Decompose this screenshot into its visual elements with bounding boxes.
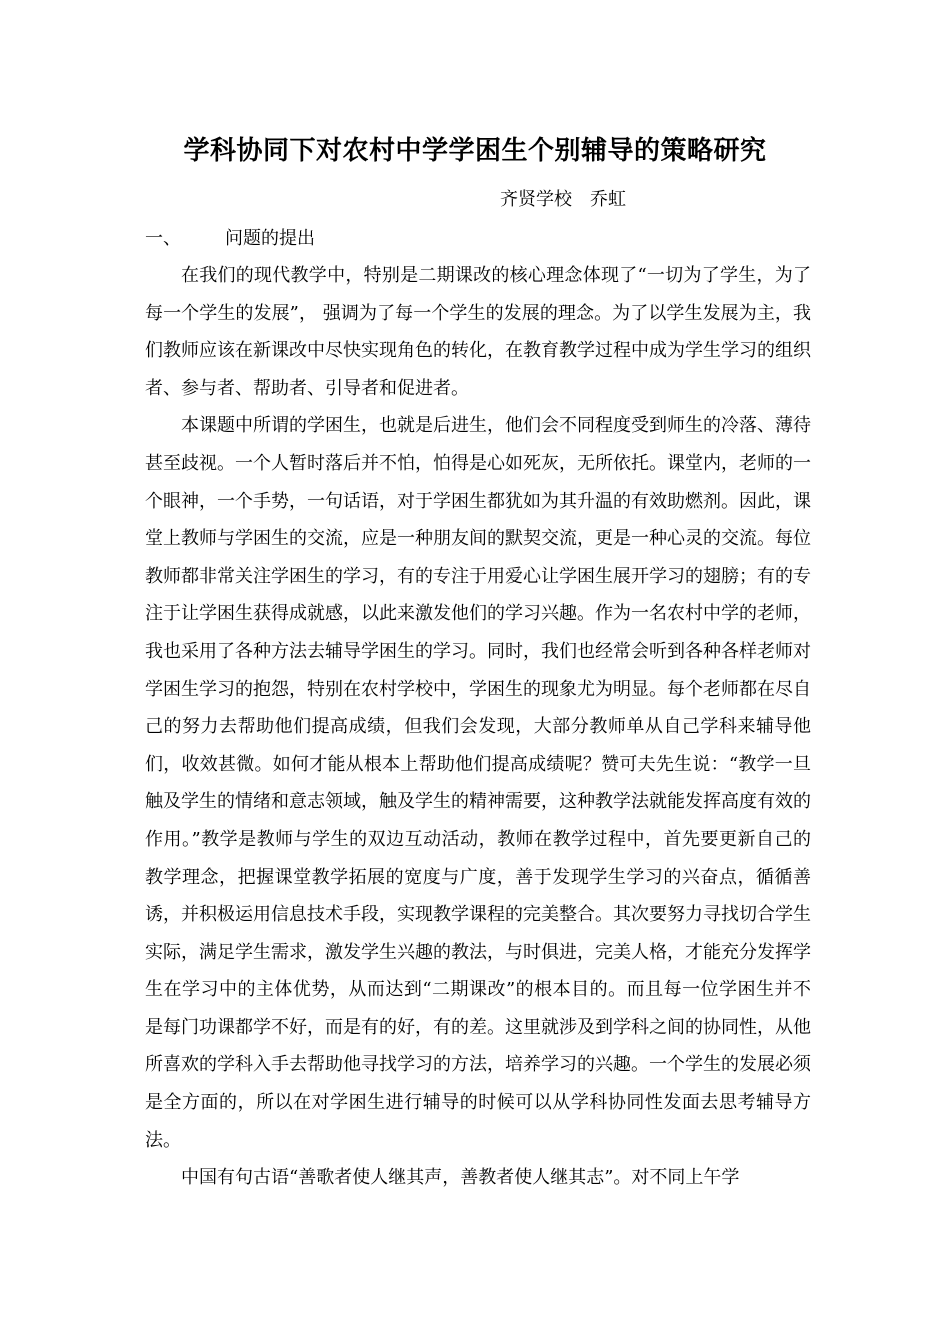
- section-heading: [145, 225, 315, 253]
- byline: [500, 186, 626, 214]
- section-title: 问题的提出: [225, 228, 315, 249]
- byline-school: 齐贤学校: [500, 189, 572, 210]
- paragraph: 中国有句古语“善歌者使人继其声，善教者使人继其志”。对不同上午学: [181, 1167, 740, 1189]
- paragraph: 在我们的现代教学中，特别是二期课改的核心理念体现了“一切为了学生，为了每一个学生的发展”， 强调为了每一个学生的发展的理念。为了以学生发展为主，我们教师应该在新课改中尽快实现角色的转化，在教育教学过程中成为学生学习的组织者、参与者、帮助者、引导者和促进者。: [145, 265, 811, 399]
- document-title: 学科协同下对农村中学学困生个别辅导的策略研究: [183, 136, 767, 166]
- body-text: [145, 257, 811, 1197]
- paragraph: 本课题中所谓的学困生，也就是后进生，他们会不同程度受到师生的冷落、薄待甚至歧视。一个人暂时落后并不怕，怕得是心如死灰，无所依托。课堂内，老师的一个眼神，一个手势，一句话语，对于学困生都犹如为其升温的有效助燃剂。因此，课堂上教师与学困生的交流，应是一种朋友间的默契交流，更是一种心灵的交流。每位教师都非常关注学困生的学习，有的专注于用爱心让学困生展开学习的翅膀；有的专注于让学困生获得成就感，以此来激发他们的学习兴趣。作为一名农村中学的老师，我也采用了各种方法去辅导学困生的学习。同时，我们也经常会听到各种各样老师对学困生学习的抱怨，特别在农村学校中，学困生的现象尤为明显。每个老师都在尽自己的努力去帮助他们提高成绩，但我们会发现，大部分教师单从自己学科来辅导他们，收效甚微。如何才能从根本上帮助他们提高成绩呢？赞可夫先生说：“教学一旦触及学生的情绪和意志领域，触及学生的精神需要，这种教学法就能发挥高度有效的作用。”教学是教师与学生的双边互动活动，教师在教学过程中，首先要更新自己的教学理念，把握课堂教学拓展的宽度与广度，善于发现学生学习的兴奋点，循循善诱，并积极运用信息技术手段，实现教学课程的完美整合。其次要努力寻找切合学生实际，满足学生需求，激发学生兴趣的教法，与时俱进，完美人格，才能充分发挥学生在学习中的主体优势，从而达到“二期课改”的根本目的。而且每一位学困生并不是每门功课都学不好，而是有的好，有的差。这里就涉及到学科之间的协同性，从他所喜欢的学科入手去帮助他寻找学习的方法，培养学习的兴趣。一个学生的发展必须是全方面的，所以在对学困生进行辅导的时候可以从学科协同性发面去思考辅导方法。: [145, 415, 811, 1151]
- section-number: 一、: [145, 228, 181, 249]
- byline-author: 乔虹: [590, 189, 626, 210]
